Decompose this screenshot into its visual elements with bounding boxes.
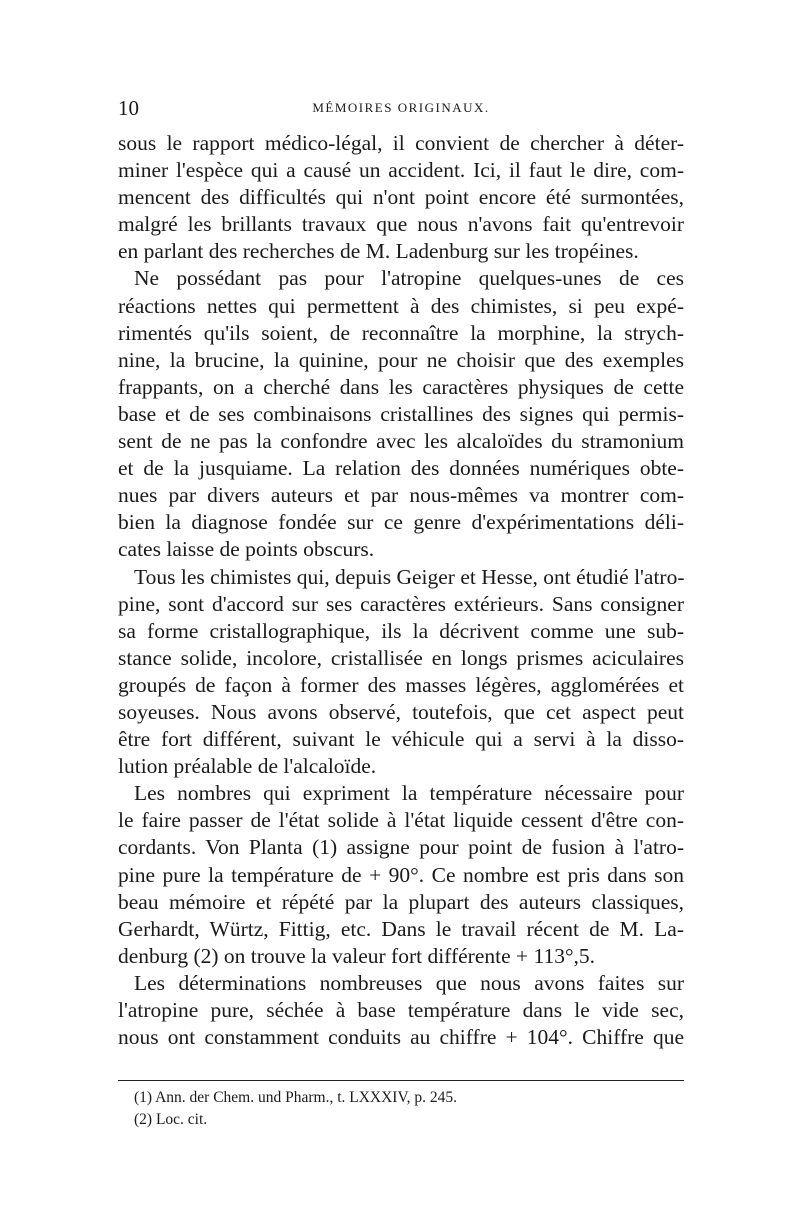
text-line: pine, sont d'accord sur ses caractères extérieurs. Sans consigner — [118, 591, 684, 616]
text-line: stance solide, incolore, cristallisée en longs prismes aciculaires — [118, 645, 684, 670]
text-line: bien la diagnose fondée sur ce genre d'expérimentations déli- — [118, 510, 684, 535]
text-line: cordants. Von Planta (1) assigne pour point de fusion à l'atro- — [118, 835, 684, 860]
text-line: Tous les chimistes qui, depuis Geiger et Hesse, ont étudié l'atro- — [134, 564, 685, 589]
text-line: et de la jusquiame. La relation des données numériques obte- — [118, 456, 684, 481]
text-line: nous ont constamment conduits au chiffre + 104°. Chiffre que — [118, 1025, 684, 1050]
footnote: (2) Loc. cit. — [134, 1111, 208, 1128]
page-header — [118, 96, 684, 126]
text-line: Les nombres qui expriment la température nécessaire pour — [134, 781, 684, 806]
text-line: Gerhardt, Würtz, Fittig, etc. Dans le travail récent de M. La- — [118, 916, 684, 941]
text-line: soyeuses. Nous avons observé, toutefois, que cet aspect peut — [118, 699, 684, 724]
body-text — [118, 130, 684, 1051]
footnotes — [134, 1087, 684, 1131]
text-line: pine pure la température de + 90°. Ce nombre est pris dans son — [118, 862, 684, 887]
text-line: beau mémoire et répété par la plupart des auteurs classiques, — [118, 889, 684, 914]
text-line: réactions nettes qui permettent à des chimistes, si peu expé- — [118, 293, 684, 318]
text-line: Ne possédant pas pour l'atropine quelques-unes de ces — [134, 266, 684, 291]
text-line: lution préalable de l'alcaloïde. — [118, 754, 377, 779]
footnote-divider — [118, 1080, 684, 1081]
text-line: nine, la brucine, la quinine, pour ne choisir que des exemples — [118, 347, 684, 372]
text-line: groupés de façon à former des masses légères, agglomérées et — [118, 672, 684, 697]
text-line: cates laisse de points obscurs. — [118, 537, 375, 562]
page-number: 10 — [118, 96, 139, 120]
text-line: sa forme cristallographique, ils la décrivent comme une sub- — [118, 618, 684, 643]
text-line: denburg (2) on trouve la valeur fort différente + 113°,5. — [118, 943, 596, 968]
text-line: base et de ses combinaisons cristallines des signes qui permis- — [118, 401, 684, 426]
footnote: (1) Ann. der Chem. und Pharm., t. LXXXIV, p. 245. — [134, 1089, 458, 1106]
text-line: rimentés qu'ils soient, de reconnaître la morphine, la strych- — [118, 320, 684, 345]
text-line: Les déterminations nombreuses que nous avons faites sur — [134, 970, 684, 995]
text-line: miner l'espèce qui a causé un accident. Ici, il faut le dire, com- — [118, 158, 684, 183]
text-line: sent de ne pas la confondre avec les alcaloïdes du stramonium — [118, 429, 684, 454]
text-line: sous le rapport médico-légal, il convient de chercher à déter- — [118, 131, 684, 155]
text-line: en parlant des recherches de M. Ladenburg sur les tropéines. — [118, 239, 639, 264]
running-head: MÉMOIRES ORIGINAUX. — [312, 100, 490, 115]
text-line: frappants, on a cherché dans les caractères physiques de cette — [118, 374, 684, 399]
text-line: le faire passer de l'état solide à l'état liquide cessent d'être con- — [118, 808, 684, 833]
text-line: nues par divers auteurs et par nous-mêmes va montrer com- — [118, 483, 684, 508]
text-line: l'atropine pure, séchée à base température dans le vide sec, — [118, 998, 684, 1022]
text-line: être fort différent, suivant le véhicule qui a servi à la disso- — [118, 727, 684, 752]
text-line: mencent des difficultés qui n'ont point encore été surmontées, — [118, 185, 684, 210]
text-line: malgré les brillants travaux que nous n'avons fait qu'entrevoir — [118, 212, 684, 237]
